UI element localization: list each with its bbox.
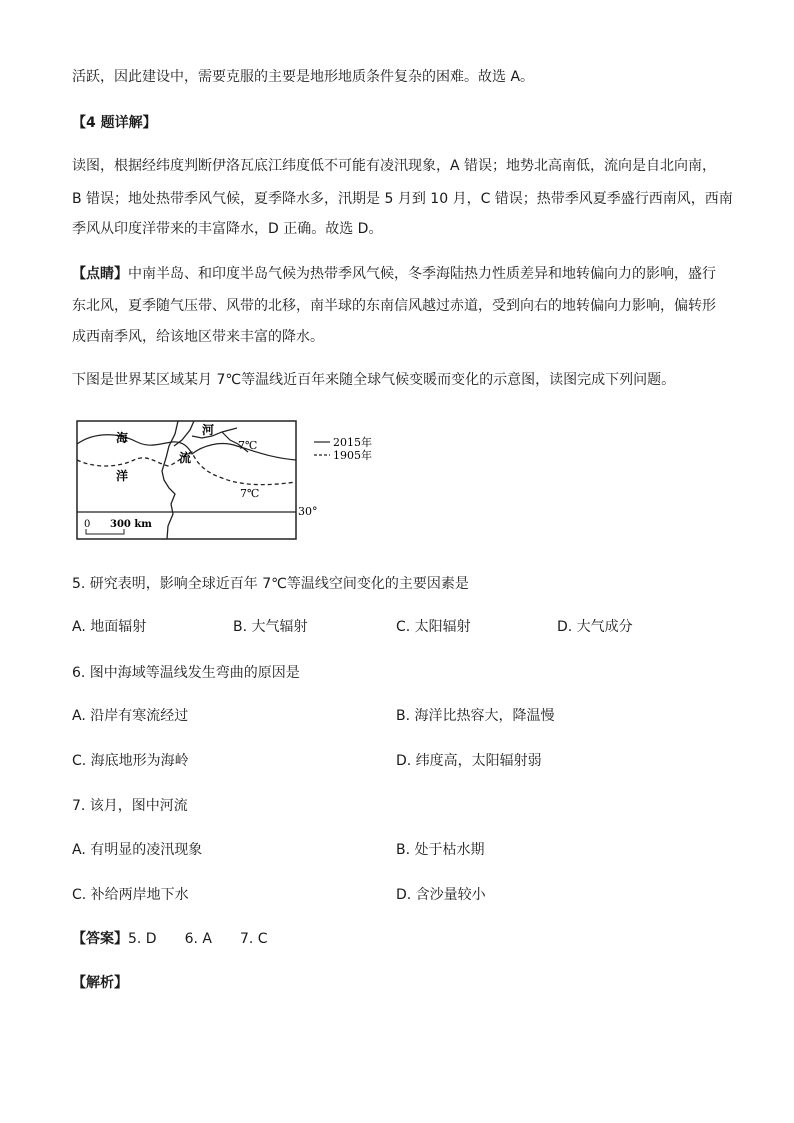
scale-zero: 0 — [84, 519, 91, 530]
q6-option-d[interactable]: D. 纬度高，太阳辐射弱 — [396, 753, 542, 769]
q5-option-d[interactable]: D. 大气成分 — [557, 619, 633, 635]
answer-7: 7. C — [239, 931, 268, 947]
map-label-sea-2: 洋 — [116, 469, 129, 483]
tip-line — [72, 264, 716, 284]
isotherm-label-2015: 7℃ — [238, 439, 258, 452]
answer-label: 【答案】 — [72, 931, 128, 947]
q6-option-c[interactable]: C. 海底地形为海岭 — [72, 753, 189, 769]
q5-option-c[interactable]: C. 太阳辐射 — [396, 619, 471, 635]
analysis-label: 【解析】 — [72, 975, 128, 991]
legend-label-1905: 1905年 — [333, 449, 372, 462]
q6-option-b[interactable]: B. 海洋比热容大，降温慢 — [396, 708, 555, 724]
q4-detail-line: B 错误；地处热带季风气候，夏季降水多，汛期是 5 月到 10 月，C 错误；热带季风夏季盛行西南风，西南 — [72, 191, 733, 207]
tip-label: 【点睛】 — [72, 266, 128, 282]
q5-option-a[interactable]: A. 地面辐射 — [72, 619, 147, 635]
q4-detail-line: 读图，根据经纬度判断伊洛瓦底江纬度低不可能有凌汛现象，A 错误；地势北高南低，流向是自北向南， — [72, 158, 717, 174]
q7-stem: 7. 该月，图中河流 — [72, 798, 188, 814]
paragraph-conclusion: 活跃，因此建设中，需要克服的主要是地形地质条件复杂的困难。故选 A。 — [72, 69, 535, 85]
legend-label-2015: 2015年 — [333, 436, 372, 449]
coastline — [162, 421, 178, 539]
figure-intro: 下图是世界某区域某月 7℃等温线近百年来随全球气候变暖而变化的示意图，读图完成下列问题。 — [72, 372, 676, 388]
tip-line: 东北风，夏季随气压带、风带的北移，南半球的东南信风越过赤道，受到向右的地转偏向力影响，偏转形 — [72, 298, 716, 314]
isotherm-label-1905: 7℃ — [240, 487, 260, 500]
tip-text: 中南半岛、和印度半岛气候为热带季风气候，冬季海陆热力性质差异和地转偏向力的影响，盛行 — [128, 266, 716, 282]
q7-option-b[interactable]: B. 处于枯水期 — [396, 842, 485, 858]
q5-stem: 5. 研究表明，影响全球近百年 7℃等温线空间变化的主要因素是 — [72, 576, 469, 592]
latitude-label: 30° — [298, 505, 318, 518]
map-label-sea-1: 海 — [116, 431, 129, 445]
answer-5: 5. D — [128, 931, 157, 947]
q7-option-d[interactable]: D. 含沙量较小 — [396, 887, 486, 903]
q7-option-c[interactable]: C. 补给两岸地下水 — [72, 887, 189, 903]
answer-6: 6. A — [184, 931, 212, 947]
q4-detail-header: 【4 题详解】 — [72, 115, 157, 131]
q6-option-a[interactable]: A. 沿岸有寒流经过 — [72, 708, 189, 724]
isotherm-map — [72, 416, 392, 546]
map-label-current: 流 — [179, 451, 192, 465]
river-tributary — [192, 428, 237, 438]
q5-option-b[interactable]: B. 大气辐射 — [233, 619, 308, 635]
q7-option-a[interactable]: A. 有明显的凌汛现象 — [72, 842, 203, 858]
map-label-river: 河 — [202, 423, 215, 437]
scale-distance: 300 km — [110, 519, 152, 530]
tip-line: 成西南季风，给该地区带来丰富的降水。 — [72, 329, 324, 345]
q4-detail-line: 季风从印度洋带来的丰富降水，D 正确。故选 D。 — [72, 221, 383, 237]
q6-stem: 6. 图中海域等温线发生弯曲的原因是 — [72, 665, 300, 681]
answer-line — [72, 929, 268, 949]
